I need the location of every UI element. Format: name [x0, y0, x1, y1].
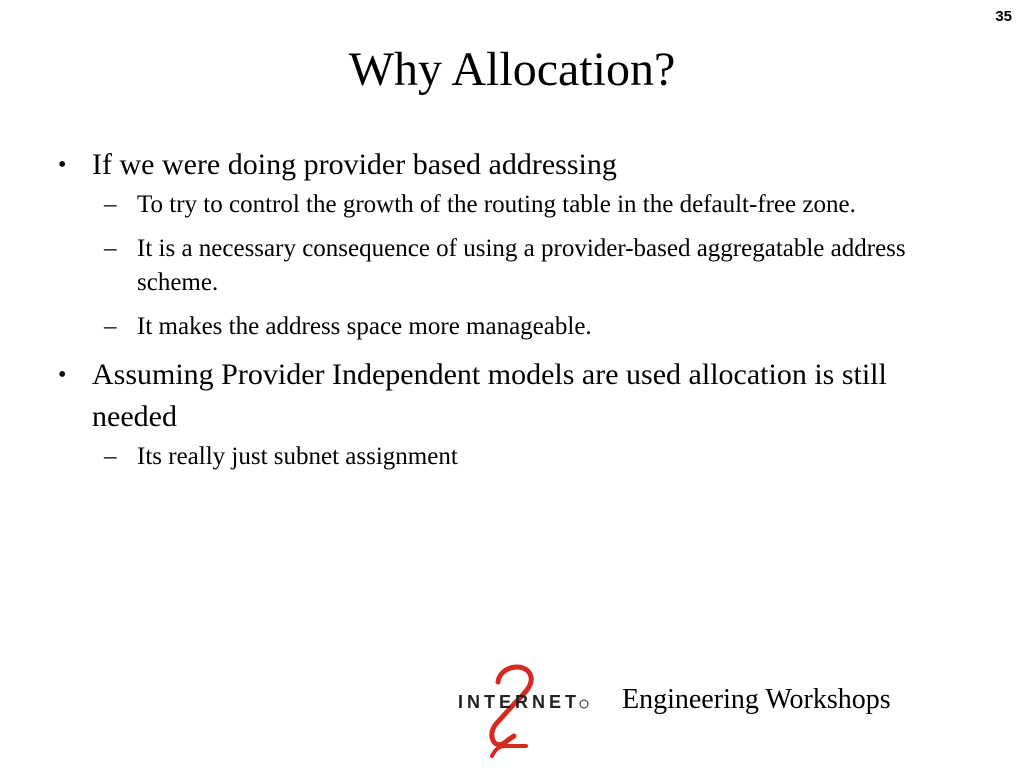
- bullet-text: If we were doing provider based addressing: [92, 148, 617, 181]
- sub-bullet-item: [58, 310, 937, 344]
- slide-title: Why Allocation?: [348, 43, 676, 96]
- dash-marker-icon: –: [104, 191, 117, 218]
- bullet-marker-icon: •: [58, 362, 67, 388]
- internet2-logo-icon: [456, 660, 596, 760]
- logo-wordmark: INTERNET: [458, 692, 580, 712]
- bullet-item: [58, 354, 958, 438]
- sub-bullet-text: It is a necessary consequence of using a provider-based aggregatable address scheme.: [137, 235, 906, 296]
- sub-bullet-text: Its really just subnet assignment: [137, 443, 458, 470]
- dash-marker-icon: –: [104, 235, 117, 262]
- sub-bullet-item: [58, 440, 937, 474]
- dash-marker-icon: –: [104, 313, 117, 340]
- dash-marker-icon: –: [104, 443, 117, 470]
- sub-bullet-item: [58, 232, 937, 300]
- slide-number: 35: [995, 8, 1012, 25]
- sub-bullet-text: To try to control the growth of the routing table in the default-free zone.: [137, 191, 856, 218]
- sub-bullet-item: [58, 188, 937, 222]
- footer-title: Engineering Workshops: [622, 684, 891, 715]
- bullet-text: Assuming Provider Independent models are used allocation is still needed: [92, 358, 887, 433]
- bullet-item: [58, 144, 958, 186]
- sub-bullet-text: It makes the address space more manageable.: [137, 313, 592, 340]
- bullet-marker-icon: •: [58, 152, 67, 178]
- slide-body: [58, 144, 958, 484]
